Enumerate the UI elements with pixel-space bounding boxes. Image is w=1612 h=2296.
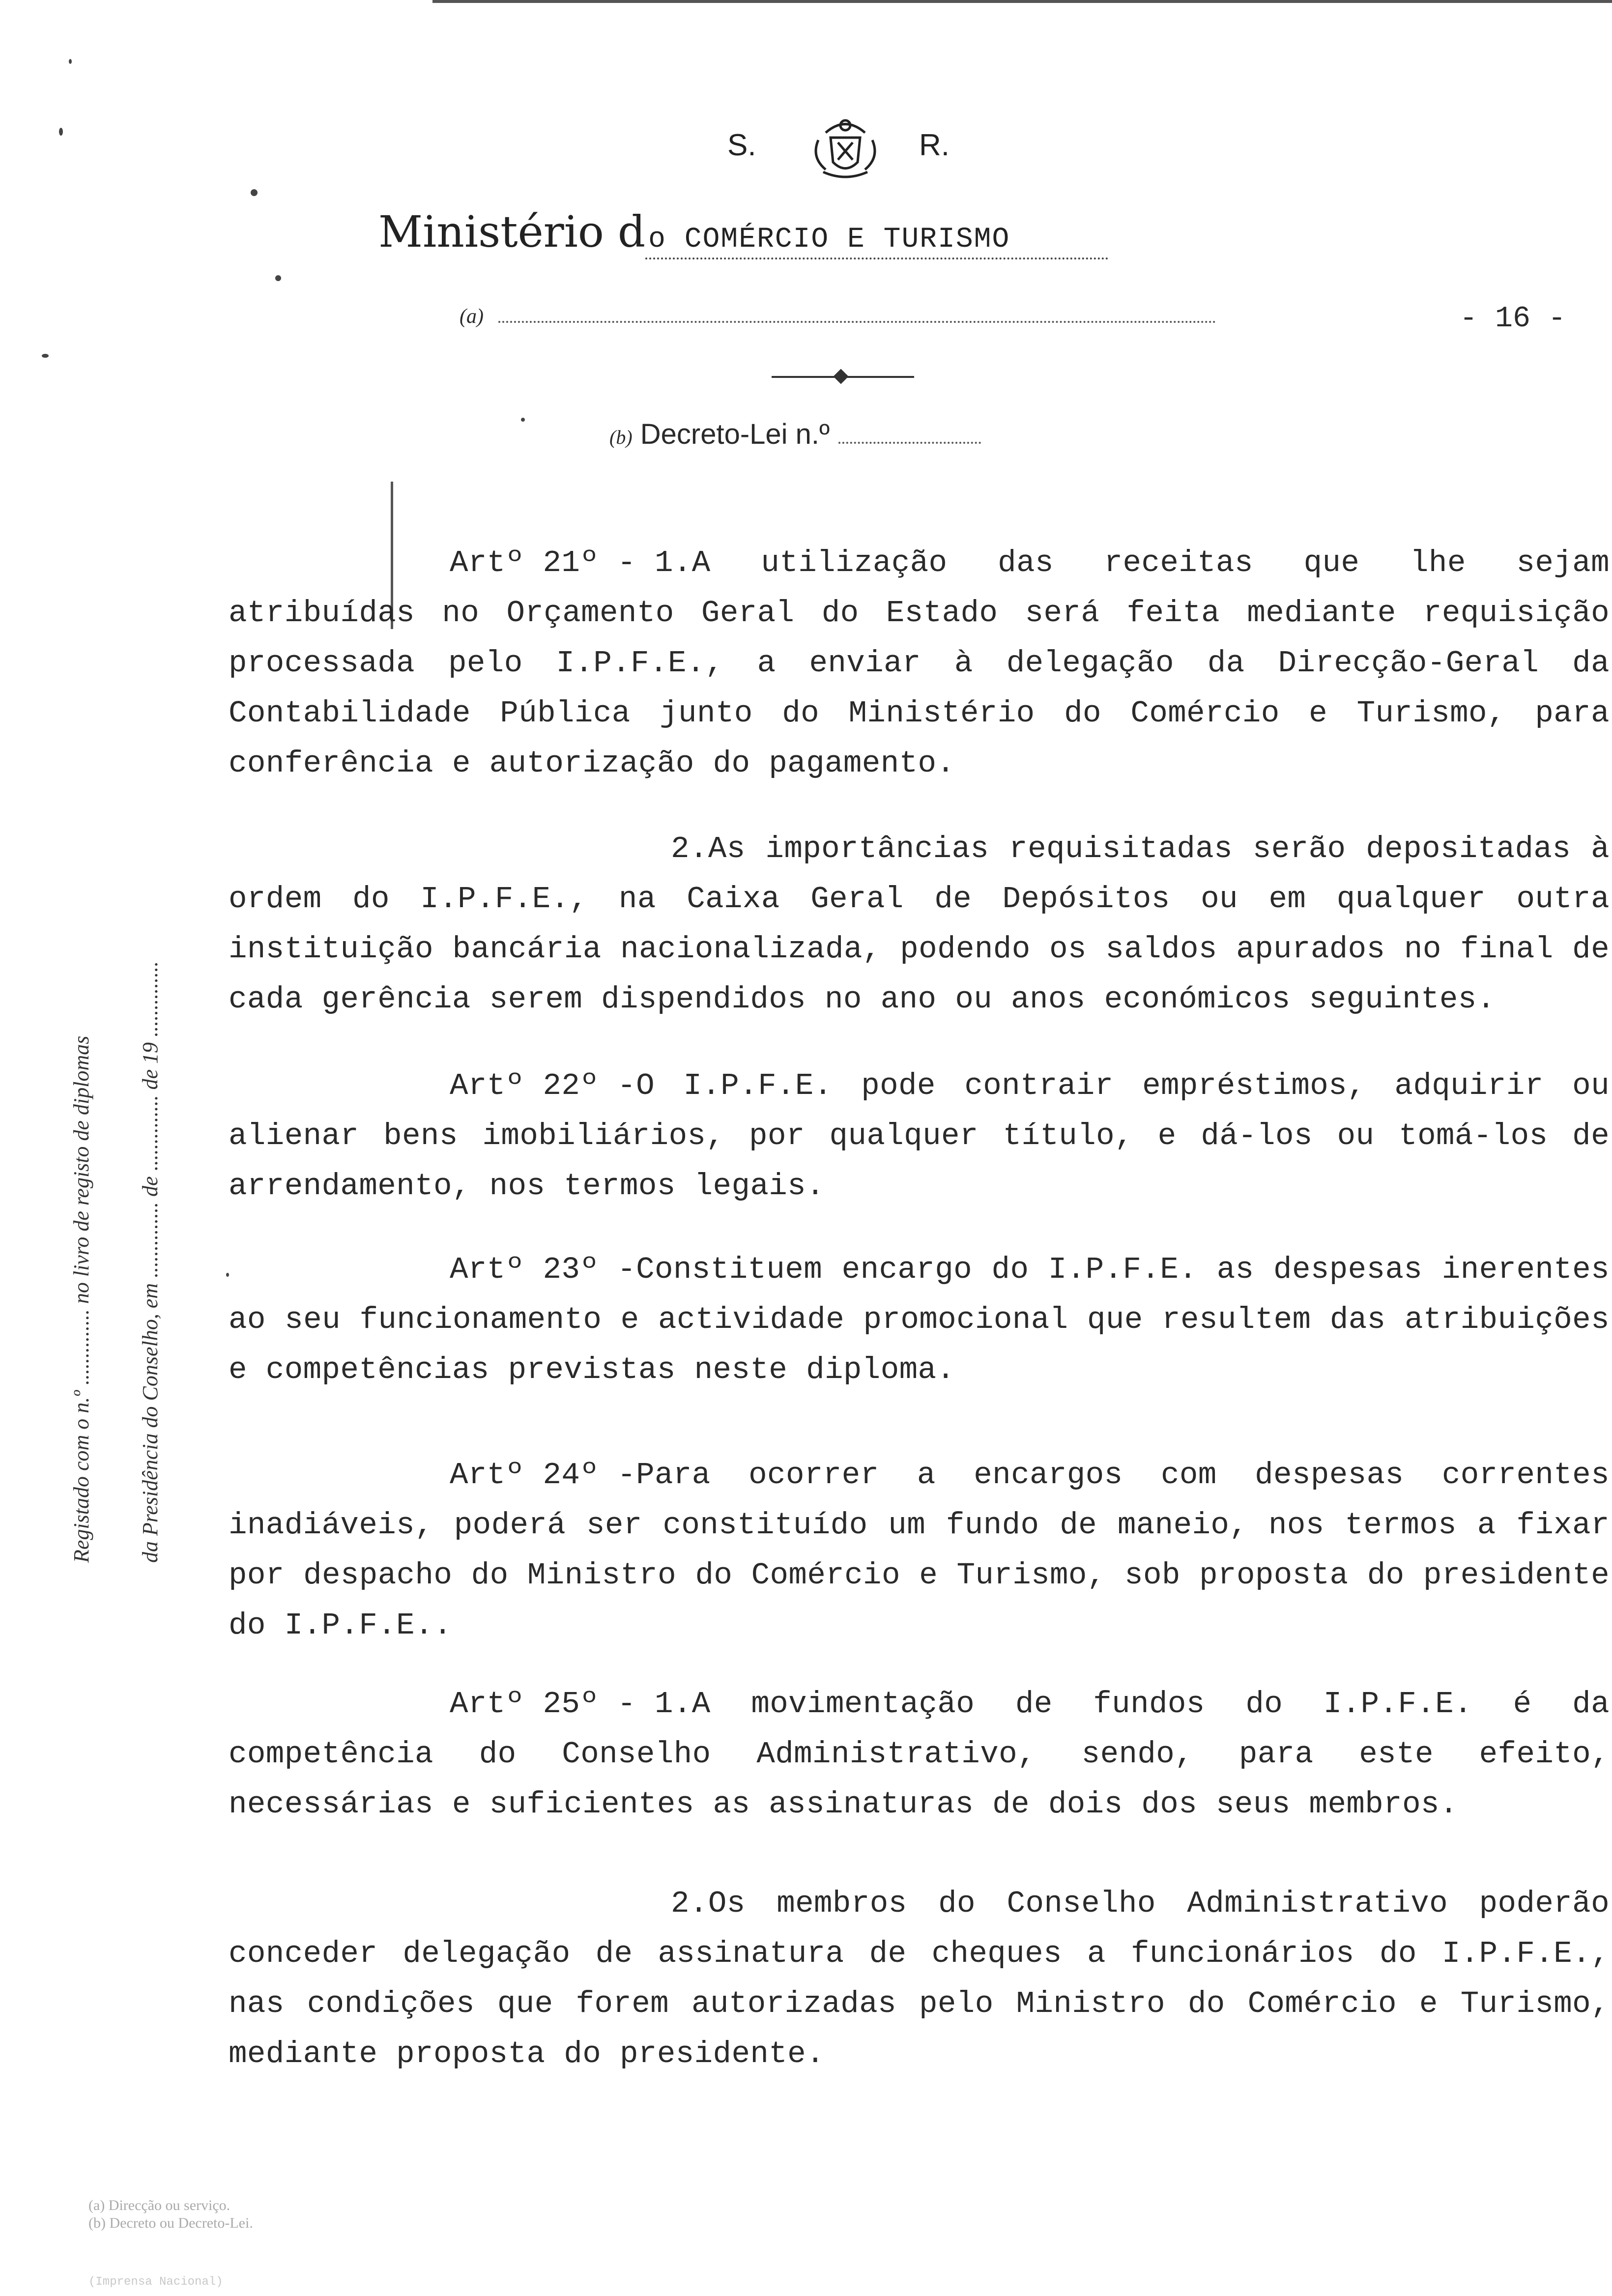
diamond-ornament-icon [833, 369, 848, 384]
field-a [460, 305, 1216, 328]
article-text: As importâncias requisitadas serão depositadas à ordem do I.P.F.E., na Caixa Geral de Depósitos ou em qualquer outra instituição bancária nacionalizada, podendo os saldos apurados no final de cada gerência serem dispendidos no ano ou anos económicos seguintes. [229, 832, 1610, 1017]
registration-line-1: Registado com o n.º .............. no livro de registo de diplomas [69, 1035, 93, 1563]
speck [226, 1273, 229, 1277]
footnote-a: (a) Direcção ou serviço. [88, 2197, 230, 2213]
field-a-dotted-line [498, 321, 1216, 323]
article-lead: Artº 24º - [450, 1458, 636, 1492]
article-lead: 2. [671, 832, 708, 866]
article-text: O I.P.F.E. pode contrair empréstimos, adquirir ou alienar bens imobiliários, por qualquer título, e dá-los ou tomá-los de arrendamento, nos termos legais. [229, 1068, 1610, 1204]
decree-prefix: (b) [609, 426, 633, 448]
speck [69, 59, 72, 64]
letterhead-sr [727, 113, 973, 182]
article-lead: 2. [671, 1886, 708, 1921]
article-24 [229, 1450, 1610, 1651]
ministry-heading [378, 206, 1108, 257]
article-lead: Artº 21º - 1. [450, 545, 692, 580]
ministry-label: Ministério d [378, 206, 646, 257]
coat-of-arms-icon [796, 113, 894, 182]
article-text: Para ocorrer a encargos com despesas correntes inadiáveis, poderá ser constituído um fundo de maneio, nos termos a fixar por despacho do Ministro do Comércio e Turismo, sob proposta do presidente do I.P.F.E.. [229, 1458, 1610, 1643]
article-lead: Artº 22º - [450, 1068, 636, 1103]
decree-label: Decreto-Lei n.º [640, 418, 830, 450]
speck [275, 275, 281, 281]
article-22 [229, 1061, 1610, 1211]
footnotes [88, 2197, 253, 2232]
footnote-b: (b) Decreto ou Decreto-Lei. [88, 2215, 253, 2231]
decree-line [609, 418, 981, 451]
sr-left-letter: S. [727, 128, 756, 162]
printer-line: (Imprensa Nacional) [88, 2275, 223, 2289]
field-a-label: (a) [460, 305, 484, 328]
document-body [229, 538, 1610, 2079]
decree-number-dotted-line [838, 442, 981, 444]
article-text: Constituem encargo do I.P.F.E. as despesas inerentes ao seu funcionamento e actividade promocional que resultem das atribuições e competências previstas neste diploma. [229, 1252, 1610, 1387]
article-lead: Artº 25º - 1. [450, 1687, 692, 1722]
article-25-2 [229, 1879, 1610, 2079]
page-number: - 16 - [1460, 302, 1566, 336]
article-21-1 [229, 538, 1610, 789]
article-text: A movimentação de fundos do I.P.F.E. é da competência do Conselho Administrativo, sendo, para este efeito, necessárias e suficientes as assinaturas de dois dos seus membros. [229, 1687, 1610, 1822]
speck [521, 418, 525, 422]
article-text: A utilização das receitas que lhe sejam atribuídas no Orçamento Geral do Estado será feita mediante requisição processada pelo I.P.F.E., a enviar à delegação da Direcção-Geral da Contabilidade Pública junto do Ministério do Comércio e Turismo, para conferência e autorização do pagamento. [229, 545, 1610, 781]
registration-margin-note [69, 624, 197, 1563]
sr-right-letter: R. [919, 128, 950, 162]
top-border-line [432, 0, 1612, 3]
article-21-2 [229, 824, 1610, 1025]
speck [251, 189, 258, 196]
ministry-name: o COMÉRCIO E TURISMO [645, 224, 1108, 259]
speck [42, 354, 49, 358]
article-text: Os membros do Conselho Administrativo poderão conceder delegação de assinatura de cheques a funcionários do I.P.F.E., nas condições que forem autorizadas pelo Ministro do Comércio e Turismo, mediante proposta do presidente. [229, 1886, 1610, 2071]
registration-line-2: da Presidência do Conselho, em .............. de .............. de 19 .............. [138, 961, 162, 1563]
article-23 [229, 1245, 1610, 1395]
article-25-1 [229, 1679, 1610, 1830]
speck [59, 128, 63, 136]
article-lead: Artº 23º - [450, 1252, 636, 1287]
